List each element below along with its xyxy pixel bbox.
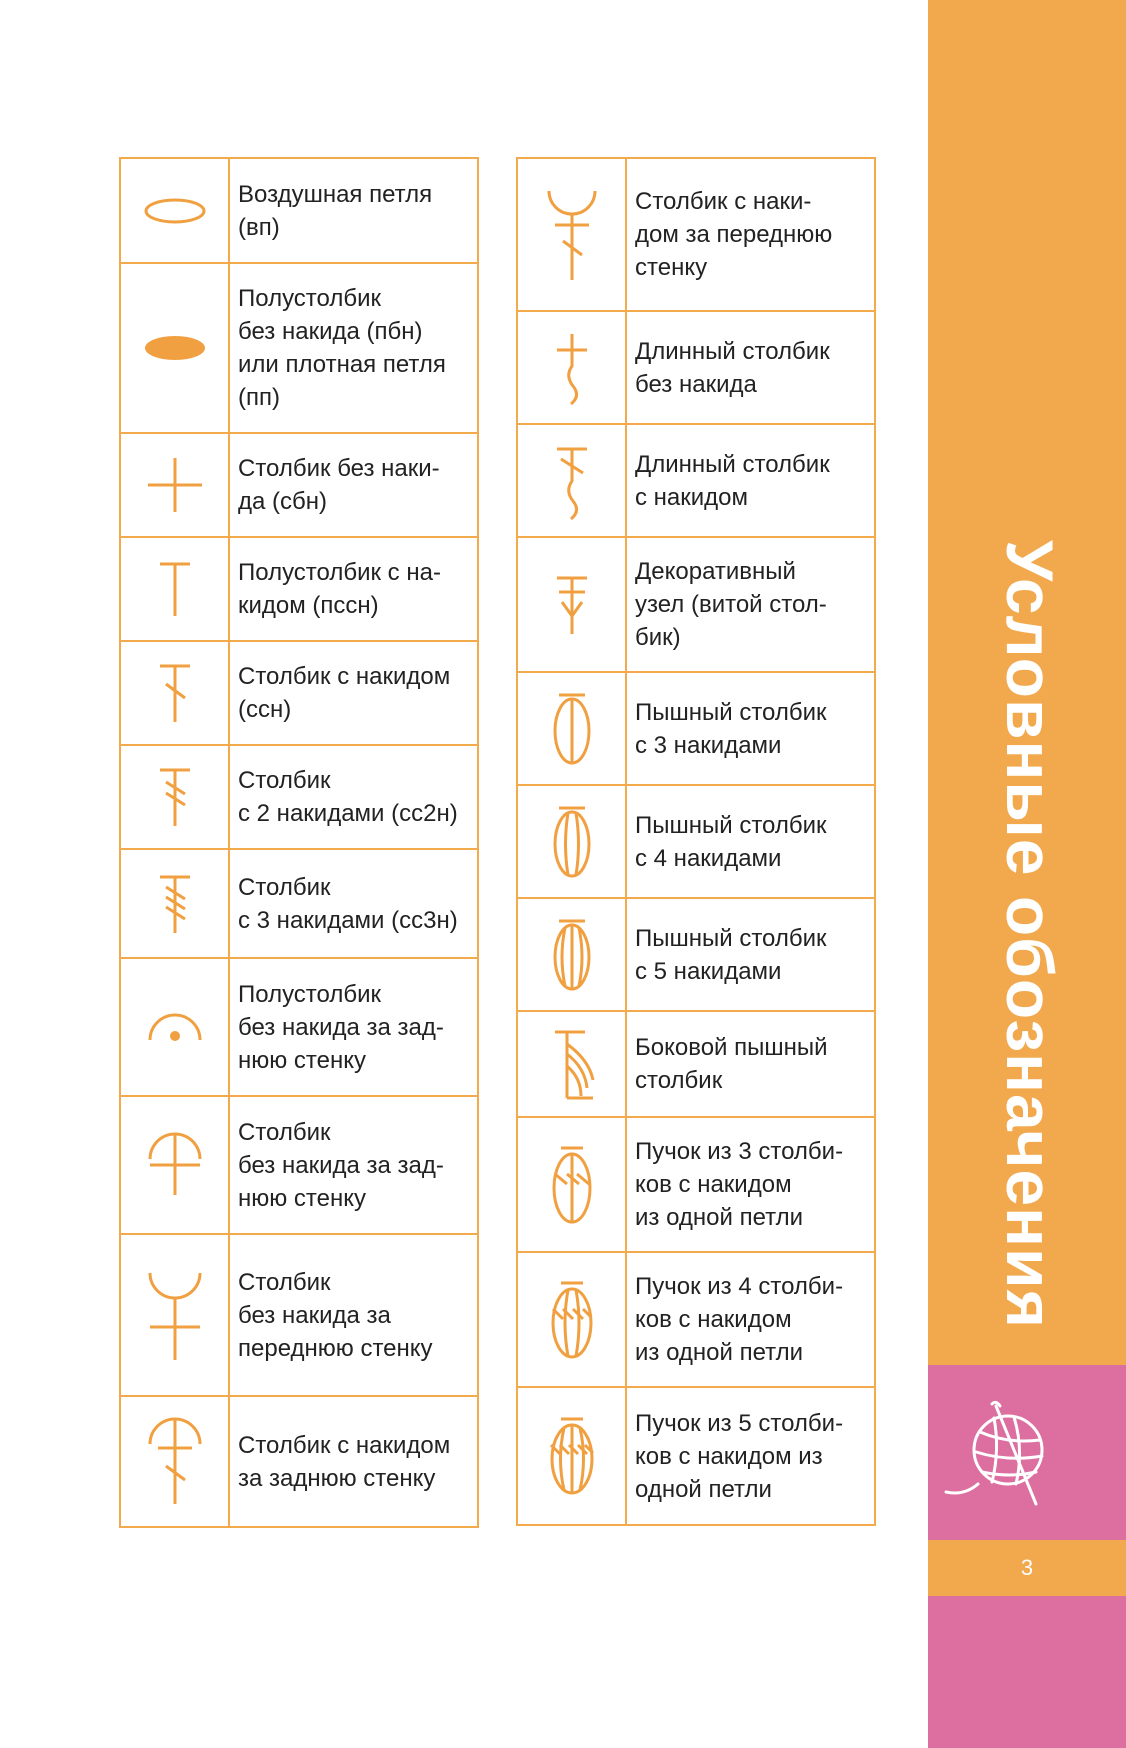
legend-label: Пучок из 5 столби- ков с накидом из одной петли: [626, 1387, 875, 1525]
puff-3-icon: [537, 689, 607, 769]
legend-row: [120, 433, 478, 537]
symbol-cell: [517, 898, 626, 1011]
legend-row: [120, 849, 478, 958]
legend-row: [120, 158, 478, 263]
symbol-cell: [120, 263, 229, 433]
legend-row: [120, 1396, 478, 1527]
legend-label: Пышный столбик с 3 накидами: [626, 672, 875, 785]
symbol-cell: [517, 311, 626, 424]
legend-label: Пучок из 3 столби- ков с накидом из одной петли: [626, 1117, 875, 1252]
legend-table-left: [119, 157, 479, 1528]
legend-row: [517, 424, 875, 537]
symbol-cell: [517, 424, 626, 537]
side-puff-icon: [537, 1024, 607, 1104]
legend-row: [517, 672, 875, 785]
cluster-4-icon: [537, 1275, 607, 1365]
double-crochet-front-loop-icon: [537, 185, 607, 285]
legend-row: [120, 641, 478, 745]
legend-label: Столбик с 3 накидами (сс3н): [229, 849, 478, 958]
symbol-cell: [120, 641, 229, 745]
legend-label: Длинный столбик с накидом: [626, 424, 875, 537]
legend-row: [120, 1234, 478, 1396]
page-number-band: [928, 1540, 1126, 1596]
decorative-knot-icon: [537, 570, 607, 640]
symbol-cell: [120, 158, 229, 263]
legend-row: [517, 1117, 875, 1252]
cluster-3-icon: [537, 1140, 607, 1230]
symbol-cell: [120, 433, 229, 537]
symbol-cell: [120, 537, 229, 641]
double-crochet-icon: [140, 658, 210, 728]
legend-label: Полустолбик без накида (пбн) или плотная петля (пп): [229, 263, 478, 433]
legend-label: Боковой пышный столбик: [626, 1011, 875, 1117]
single-crochet-front-loop-icon: [140, 1265, 210, 1365]
legend-row: [517, 1387, 875, 1525]
legend-row: [517, 311, 875, 424]
legend-label: Столбик без накида за зад- нюю стенку: [229, 1096, 478, 1234]
legend-row: [517, 898, 875, 1011]
legend-label: Столбик без накида за переднюю стенку: [229, 1234, 478, 1396]
symbol-cell: [120, 1234, 229, 1396]
legend-label: Столбик с накидом (ссн): [229, 641, 478, 745]
chain-stitch-icon: [140, 191, 210, 231]
long-double-crochet-icon: [537, 441, 607, 521]
legend-row: [517, 785, 875, 898]
legend-row: [120, 537, 478, 641]
legend-label: Длинный столбик без накида: [626, 311, 875, 424]
legend-label: Пучок из 4 столби- ков с накидом из одной петли: [626, 1252, 875, 1387]
legend-row: [120, 1096, 478, 1234]
legend-row: [120, 958, 478, 1096]
half-stitch-back-loop-icon: [140, 1002, 210, 1052]
symbol-cell: [517, 1117, 626, 1252]
legend-row: [120, 263, 478, 433]
symbol-cell: [517, 1252, 626, 1387]
symbol-cell: [517, 672, 626, 785]
legend-label: Декоративный узел (витой стол- бик): [626, 537, 875, 672]
legend-label: Столбик без наки- да (сбн): [229, 433, 478, 537]
legend-row: [517, 1011, 875, 1117]
symbol-cell: [517, 537, 626, 672]
double-treble-crochet-icon: [140, 869, 210, 939]
symbol-cell: [120, 745, 229, 849]
legend-label: Столбик с накидом за заднюю стенку: [229, 1396, 478, 1527]
treble-crochet-icon: [140, 762, 210, 832]
legend-label: Полустолбик с на- кидом (пссн): [229, 537, 478, 641]
single-crochet-icon: [140, 450, 210, 520]
puff-5-icon: [537, 915, 607, 995]
yarn-ball-icon: [938, 1400, 1058, 1510]
legend-label: Полустолбик без накида за зад- нюю стенку: [229, 958, 478, 1096]
legend-label: Столбик с наки- дом за переднюю стенку: [626, 158, 875, 311]
single-crochet-back-loop-icon: [140, 1125, 210, 1205]
legend-table-right: [516, 157, 876, 1526]
half-double-crochet-icon: [140, 554, 210, 624]
symbol-cell: [517, 1011, 626, 1117]
half-stitch-no-yarn-over-icon: [140, 328, 210, 368]
long-single-crochet-icon: [537, 328, 607, 408]
symbol-cell: [120, 958, 229, 1096]
section-title: Условные обозначения: [993, 540, 1067, 1330]
legend-row: [517, 1252, 875, 1387]
legend-row: [517, 537, 875, 672]
legend-label: Столбик с 2 накидами (сс2н): [229, 745, 478, 849]
symbol-cell: [517, 158, 626, 311]
legend-label: Пышный столбик с 5 накидами: [626, 898, 875, 1011]
legend-label: Воздушная петля (вп): [229, 158, 478, 263]
double-crochet-back-loop-icon: [140, 1414, 210, 1510]
symbol-cell: [120, 849, 229, 958]
legend-label: Пышный столбик с 4 накидами: [626, 785, 875, 898]
symbol-cell: [517, 785, 626, 898]
symbol-cell: [120, 1096, 229, 1234]
cluster-5-icon: [537, 1411, 607, 1501]
puff-4-icon: [537, 802, 607, 882]
legend-row: [120, 745, 478, 849]
symbol-cell: [517, 1387, 626, 1525]
legend-row: [517, 158, 875, 311]
page-number: 3: [1020, 1555, 1034, 1580]
symbol-cell: [120, 1396, 229, 1527]
